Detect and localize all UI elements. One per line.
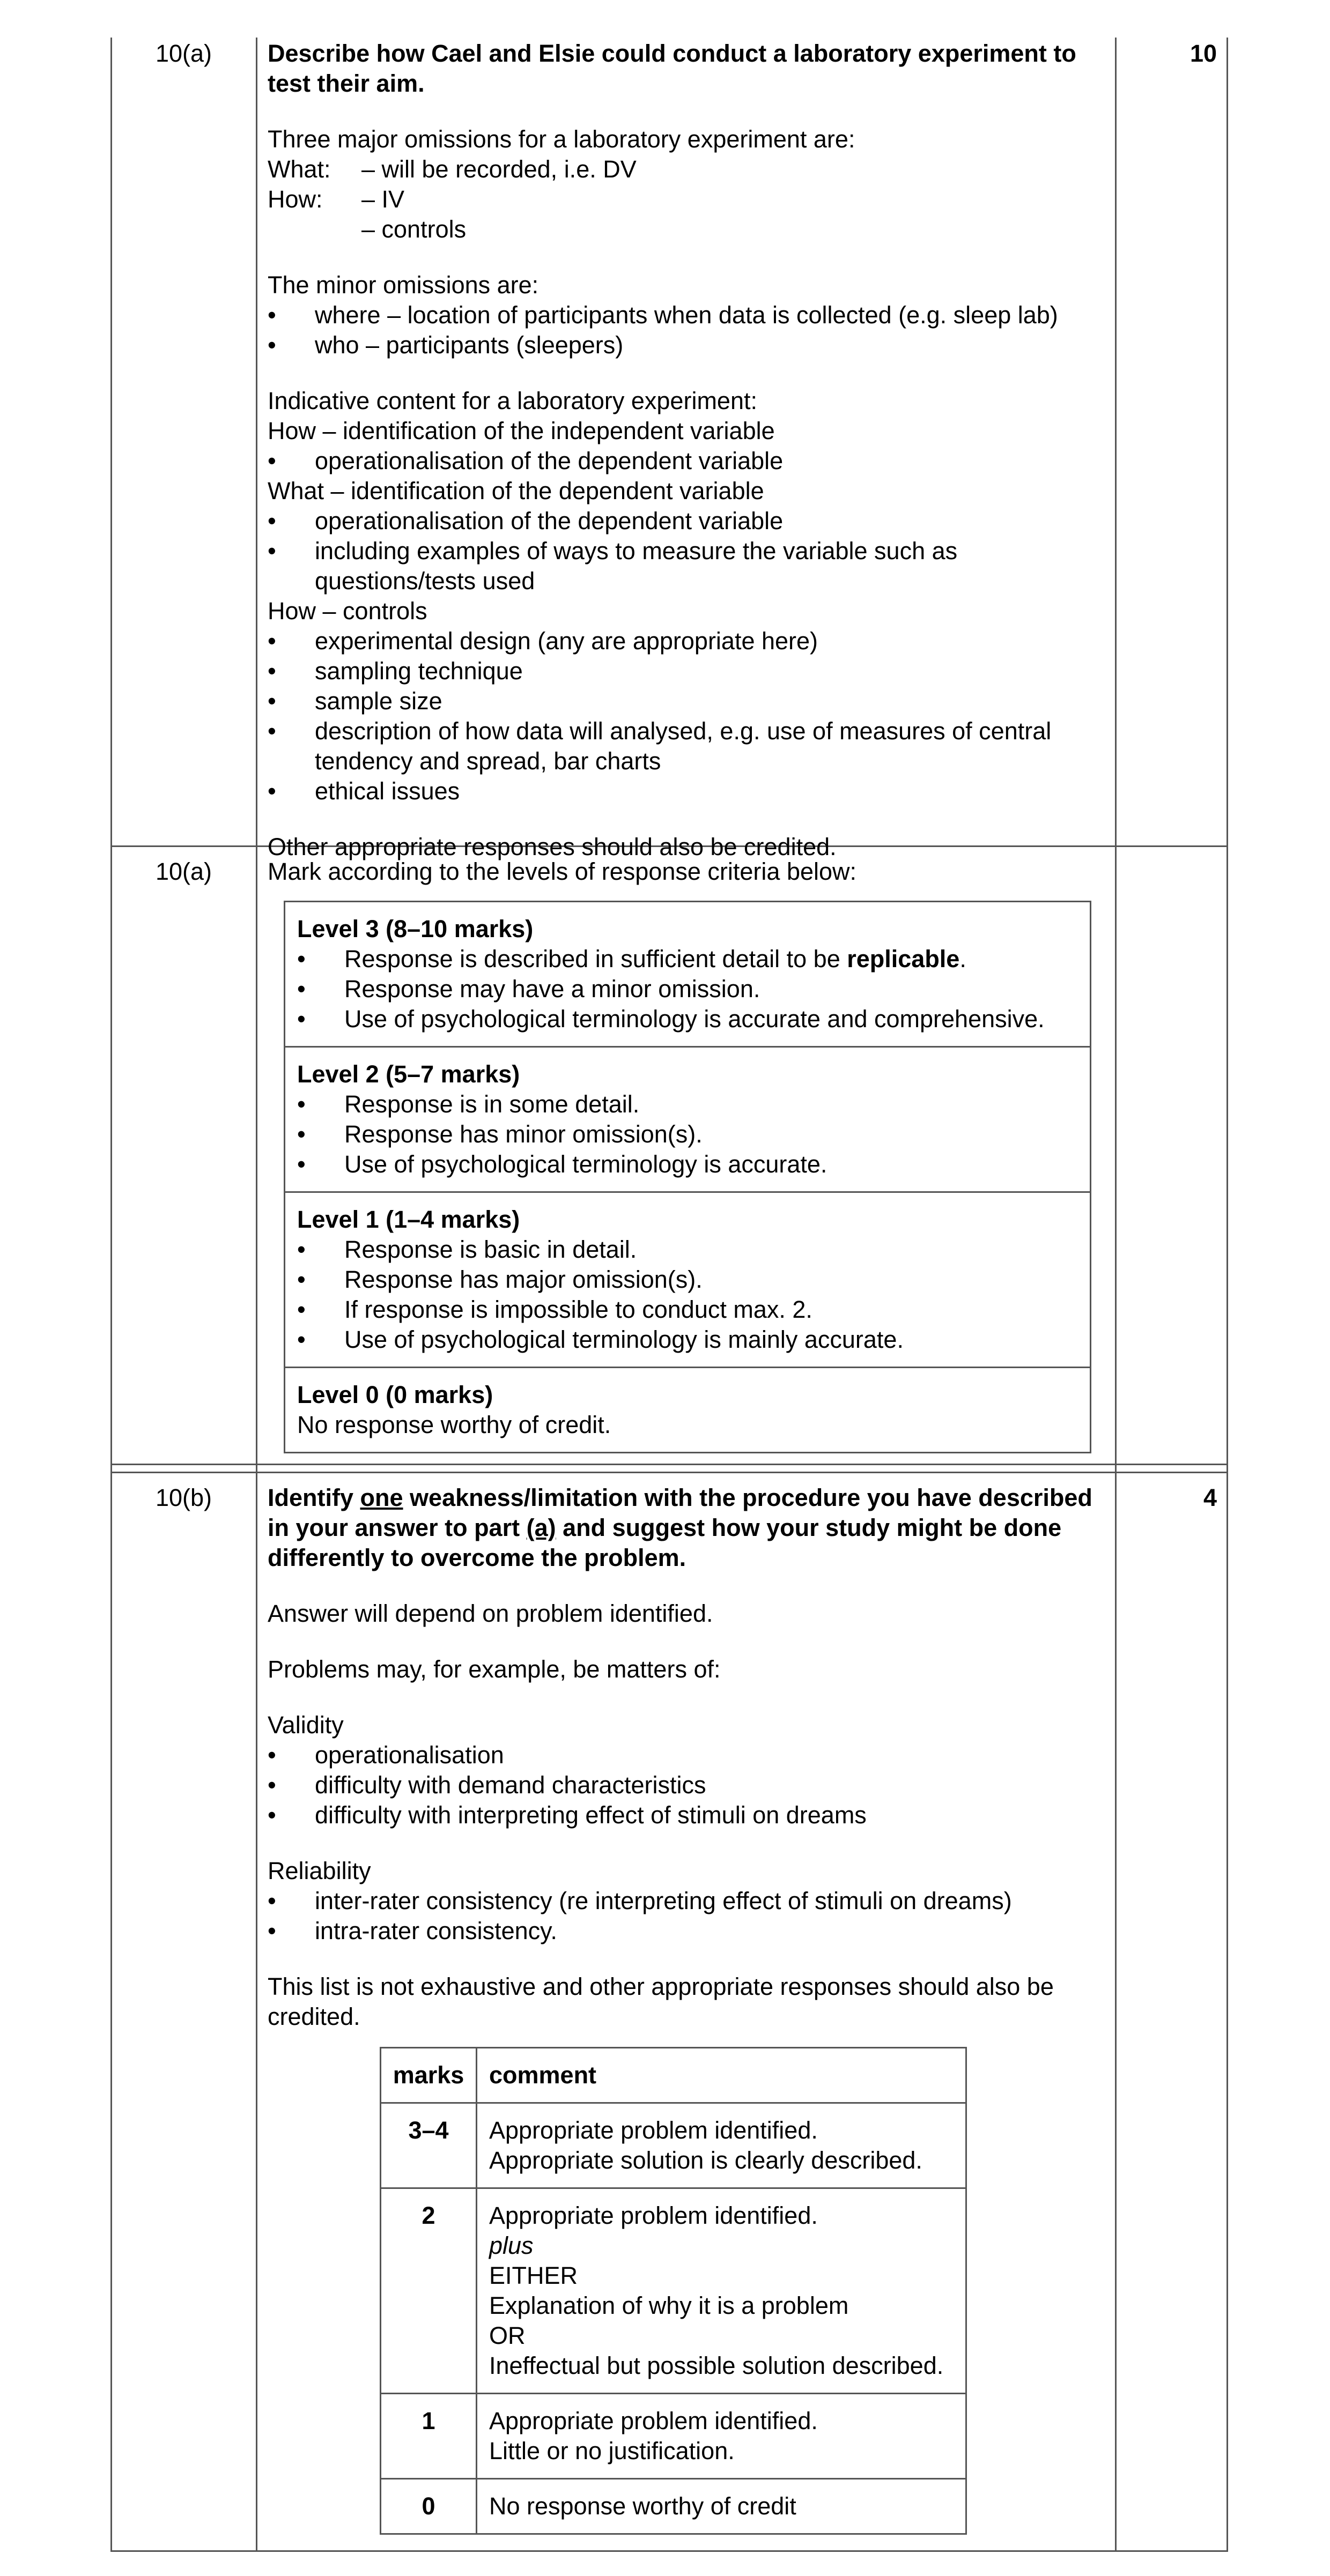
question-marks: 10 (1189, 40, 1217, 67)
bullet-item: • difficulty with interpreting effect of stimuli on dreams (268, 1801, 867, 1829)
question-number: 10(a) (155, 858, 212, 885)
mark-scheme-page (110, 38, 1228, 2552)
bullet-item: • operationalisation of the dependent variable (268, 447, 784, 474)
bullet-item: • intra-rater consistency. (268, 1917, 557, 1944)
bullet-item: • operationalisation of the dependent variable (268, 507, 784, 534)
section-b-content (268, 1483, 1107, 2535)
levels-intro: Mark according to the levels of response criteria below: (268, 858, 857, 885)
marks-table (380, 2047, 967, 2535)
question-marks: 4 (1203, 1484, 1217, 1511)
question-text: Identify one weakness/limitation with the procedure you have described in your answer to part (a) and suggest how your study might be done differently to overcome the problem. (268, 1484, 1092, 1571)
table-cell-comment: Appropriate problem identified. plus EITHER Explanation of why it is a problem OR Ineffectual but possible solution described. (477, 2188, 966, 2394)
level-block (285, 902, 1090, 1046)
how-controls-heading: How – controls (268, 597, 427, 625)
level-text: No response worthy of credit. (297, 1411, 611, 1438)
bullet-item: • Use of psychological terminology is mainly accurate. (297, 1326, 904, 1353)
table-cell-comment: Appropriate problem identified. Appropriate solution is clearly described. (477, 2103, 966, 2188)
major-row: How: – IV (268, 185, 405, 213)
not-exhaustive-note: This list is not exhaustive and other appropriate responses should also be credited. (268, 1973, 1054, 2030)
table-row (381, 2479, 966, 2534)
table-row (381, 2394, 966, 2479)
level-block (285, 1367, 1090, 1452)
bullet-item: • If response is impossible to conduct max. 2. (297, 1296, 812, 1323)
table-row (381, 2188, 966, 2394)
indicative-intro: Indicative content for a laboratory experiment: (268, 387, 757, 414)
validity-heading: Validity (268, 1711, 344, 1739)
level-title: Level 1 (1–4 marks) (297, 1206, 520, 1233)
column-divider (256, 38, 257, 2550)
major-row: What: – will be recorded, i.e. DV (268, 155, 637, 183)
bullet-item: • Response is basic in detail. (297, 1236, 637, 1263)
bullet-item: • who – participants (sleepers) (268, 331, 624, 359)
level-block (285, 1046, 1090, 1191)
levels-table (284, 901, 1091, 1453)
table-cell-marks: 3–4 (381, 2103, 477, 2188)
bullet-item: • experimental design (any are appropriate here) (268, 627, 818, 655)
table-header: marks (381, 2048, 477, 2103)
bullet-item: • where – location of participants when data is collected (e.g. sleep lab) (268, 301, 1058, 329)
bullet-item: • ethical issues (268, 777, 460, 805)
levels-section-content (268, 857, 1107, 1453)
table-header-row (381, 2048, 966, 2103)
bullet-item: • difficulty with demand characteristics (268, 1771, 706, 1799)
minor-omissions-intro: The minor omissions are: (268, 271, 539, 299)
bullet-item: • including examples of ways to measure the variable such as questions/tests used (268, 537, 958, 595)
level-title: Level 0 (0 marks) (297, 1381, 493, 1408)
question-text: Describe how Cael and Elsie could conduct a laboratory experiment to test their aim. (268, 40, 1076, 97)
bullet-item: • Response has major omission(s). (297, 1266, 703, 1293)
bullet-item: • sample size (268, 687, 442, 715)
bullet-item: • Response is described in sufficient detail to be replicable. (297, 945, 966, 973)
section-a-content (268, 39, 1107, 862)
major-row: – controls (361, 216, 467, 243)
column-divider (1115, 38, 1117, 2550)
major-omissions-intro: Three major omissions for a laboratory experiment are: (268, 125, 855, 153)
problems-intro: Problems may, for example, be matters of: (268, 1656, 721, 1683)
table-cell-marks: 1 (381, 2394, 477, 2479)
other-responses-note: Other appropriate responses should also be credited. (268, 833, 837, 860)
reliability-heading: Reliability (268, 1857, 371, 1884)
bullet-item: • Use of psychological terminology is accurate. (297, 1150, 827, 1178)
table-row (381, 2103, 966, 2188)
table-cell-marks: 0 (381, 2479, 477, 2534)
what-dv-heading: What – identification of the dependent variable (268, 477, 764, 504)
question-number: 10(a) (155, 40, 212, 67)
bullet-item: • Response is in some detail. (297, 1090, 640, 1118)
question-number: 10(b) (155, 1484, 212, 1511)
level-title: Level 3 (8–10 marks) (297, 915, 534, 942)
table-header: comment (477, 2048, 966, 2103)
row-divider (112, 1464, 1226, 1465)
bullet-item: • Use of psychological terminology is accurate and comprehensive. (297, 1005, 1045, 1033)
level-block (285, 1191, 1090, 1367)
answer-depends: Answer will depend on problem identified. (268, 1600, 713, 1627)
bullet-item: • inter-rater consistency (re interpreting effect of stimuli on dreams) (268, 1887, 1012, 1914)
bullet-item: • Response may have a minor omission. (297, 975, 760, 1003)
level-title: Level 2 (5–7 marks) (297, 1060, 520, 1088)
table-cell-comment: No response worthy of credit (477, 2479, 966, 2534)
bullet-item: • operationalisation (268, 1741, 504, 1769)
table-cell-marks: 2 (381, 2188, 477, 2394)
row-divider (112, 1472, 1226, 1473)
table-cell-comment: Appropriate problem identified. Little or no justification. (477, 2394, 966, 2479)
bullet-item: • description of how data will analysed, e.g. use of measures of central tendency and spread, bar charts (268, 717, 1052, 775)
bullet-item: • Response has minor omission(s). (297, 1120, 703, 1148)
how-iv-heading: How – identification of the independent variable (268, 417, 775, 444)
bullet-item: • sampling technique (268, 657, 523, 685)
